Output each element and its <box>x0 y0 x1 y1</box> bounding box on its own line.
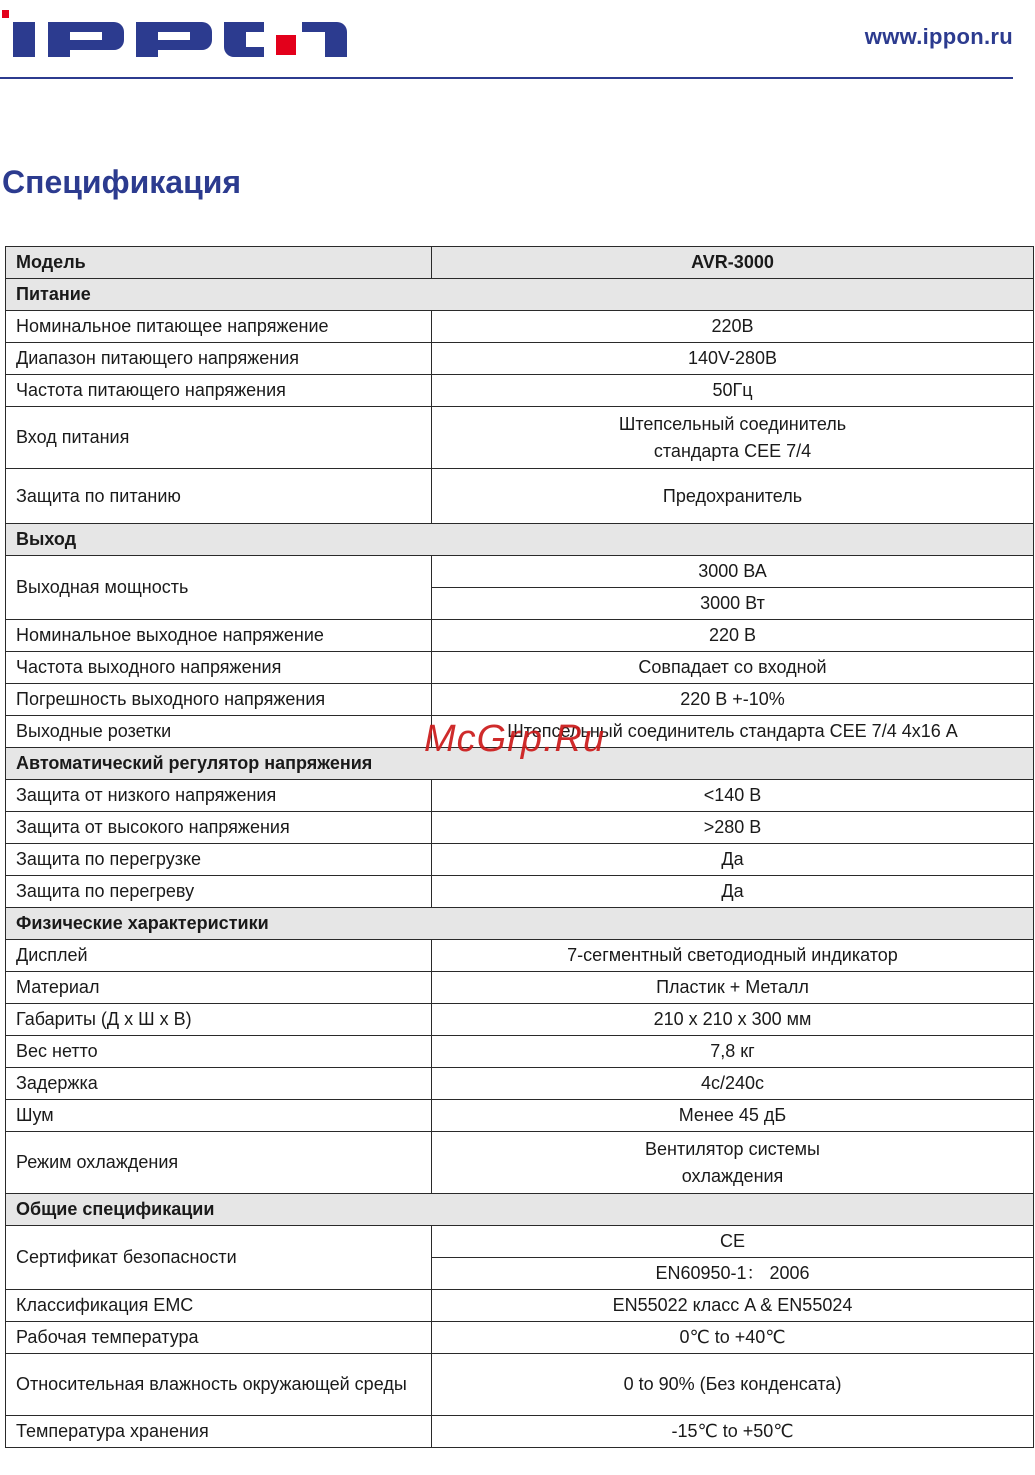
table-row <box>6 684 1034 716</box>
table-row <box>6 1132 1034 1194</box>
table-row <box>6 620 1034 652</box>
param-value: 140V-280В <box>432 343 1034 375</box>
param-value: <140 В <box>432 780 1034 812</box>
param-label: Вход питания <box>6 407 432 469</box>
table-header-row <box>6 247 1034 279</box>
param-label: Защита по питанию <box>6 469 432 524</box>
table-row <box>6 1036 1034 1068</box>
param-value: EN60950-1： 2006 <box>432 1258 1034 1290</box>
table-row <box>6 940 1034 972</box>
param-value: 220 В <box>432 620 1034 652</box>
table-row <box>6 1354 1034 1416</box>
section-header-physical <box>6 908 1034 940</box>
section-header-power <box>6 279 1034 311</box>
section-header-general <box>6 1194 1034 1226</box>
param-value: -15℃ to +50℃ <box>432 1416 1034 1448</box>
table-row <box>6 1226 1034 1258</box>
table-row <box>6 1416 1034 1448</box>
param-label: Задержка <box>6 1068 432 1100</box>
table-row <box>6 972 1034 1004</box>
param-value: Штепсельный соединитель стандарта CEE 7/4 <box>432 407 1034 469</box>
param-label: Защита от высокого напряжения <box>6 812 432 844</box>
param-label: Габариты (Д х Ш х В) <box>6 1004 432 1036</box>
section-title: Физические характеристики <box>6 908 1034 940</box>
param-value: 0 to 90% (Без конденсата) <box>432 1354 1034 1416</box>
table-row <box>6 407 1034 469</box>
page-header <box>0 0 1035 80</box>
param-label: Рабочая температура <box>6 1322 432 1354</box>
table-row <box>6 375 1034 407</box>
watermark: McGrp.Ru <box>424 718 606 760</box>
param-value: 0℃ to +40℃ <box>432 1322 1034 1354</box>
param-label: Режим охлаждения <box>6 1132 432 1194</box>
section-title: Общие спецификации <box>6 1194 1034 1226</box>
param-value: Штепсельный соединитель стандарта CEE 7/4 4х16 А <box>432 716 1034 748</box>
param-value: EN55022 класс A & EN55024 <box>432 1290 1034 1322</box>
table-row <box>6 311 1034 343</box>
param-value: 4с/240с <box>432 1068 1034 1100</box>
param-value: 3000 ВА <box>432 556 1034 588</box>
section-title: Выход <box>6 524 1034 556</box>
param-label: Номинальное выходное напряжение <box>6 620 432 652</box>
param-value: 220 В +-10% <box>432 684 1034 716</box>
param-value: 7,8 кг <box>432 1036 1034 1068</box>
section-title: Питание <box>6 279 1034 311</box>
param-value: Менее 45 дБ <box>432 1100 1034 1132</box>
param-value: >280 В <box>432 812 1034 844</box>
param-label: Классификация EMC <box>6 1290 432 1322</box>
param-value: 50Гц <box>432 375 1034 407</box>
page-title: Спецификация <box>2 164 242 200</box>
table-row <box>6 343 1034 375</box>
param-label: Вес нетто <box>6 1036 432 1068</box>
site-url[interactable]: www.ippon.ru <box>864 24 1013 49</box>
param-value: 7-сегментный светодиодный индикатор <box>432 940 1034 972</box>
param-label: Частота питающего напряжения <box>6 375 432 407</box>
param-value: CE <box>432 1226 1034 1258</box>
table-row <box>6 469 1034 524</box>
param-value: 220В <box>432 311 1034 343</box>
param-label: Выходные розетки <box>6 716 432 748</box>
header-divider <box>0 77 1013 79</box>
section-header-output <box>6 524 1034 556</box>
table-row <box>6 1004 1034 1036</box>
table-row <box>6 1100 1034 1132</box>
param-label: Погрешность выходного напряжения <box>6 684 432 716</box>
spec-table <box>5 246 1034 1448</box>
param-value: Да <box>432 876 1034 908</box>
section-title: Автоматический регулятор напряжения <box>6 748 1034 780</box>
model-value: AVR-3000 <box>432 247 1034 279</box>
param-value: 210 x 210 x 300 мм <box>432 1004 1034 1036</box>
param-label: Температура хранения <box>6 1416 432 1448</box>
param-value: 3000 Вт <box>432 588 1034 620</box>
param-label: Номинальное питающее напряжение <box>6 311 432 343</box>
table-row <box>6 812 1034 844</box>
table-row <box>6 876 1034 908</box>
table-row <box>6 1290 1034 1322</box>
param-label: Шум <box>6 1100 432 1132</box>
param-label: Выходная мощность <box>6 556 432 620</box>
param-label: Сертификат безопасности <box>6 1226 432 1290</box>
param-label: Диапазон питающего напряжения <box>6 343 432 375</box>
param-label: Защита по перегреву <box>6 876 432 908</box>
ippon-logo <box>0 8 350 58</box>
param-label: Частота выходного напряжения <box>6 652 432 684</box>
param-label: Защита по перегрузке <box>6 844 432 876</box>
param-label: Материал <box>6 972 432 1004</box>
model-label: Модель <box>6 247 432 279</box>
table-row <box>6 780 1034 812</box>
param-label: Защита от низкого напряжения <box>6 780 432 812</box>
table-row <box>6 556 1034 588</box>
param-value: Пластик + Металл <box>432 972 1034 1004</box>
param-value: Предохранитель <box>432 469 1034 524</box>
table-row <box>6 844 1034 876</box>
param-value: Да <box>432 844 1034 876</box>
param-value: Совпадает со входной <box>432 652 1034 684</box>
table-row <box>6 1322 1034 1354</box>
table-row <box>6 652 1034 684</box>
param-label: Относительная влажность окружающей среды <box>6 1354 432 1416</box>
param-label: Дисплей <box>6 940 432 972</box>
table-row <box>6 1068 1034 1100</box>
param-value: Вентилятор системы охлаждения <box>432 1132 1034 1194</box>
